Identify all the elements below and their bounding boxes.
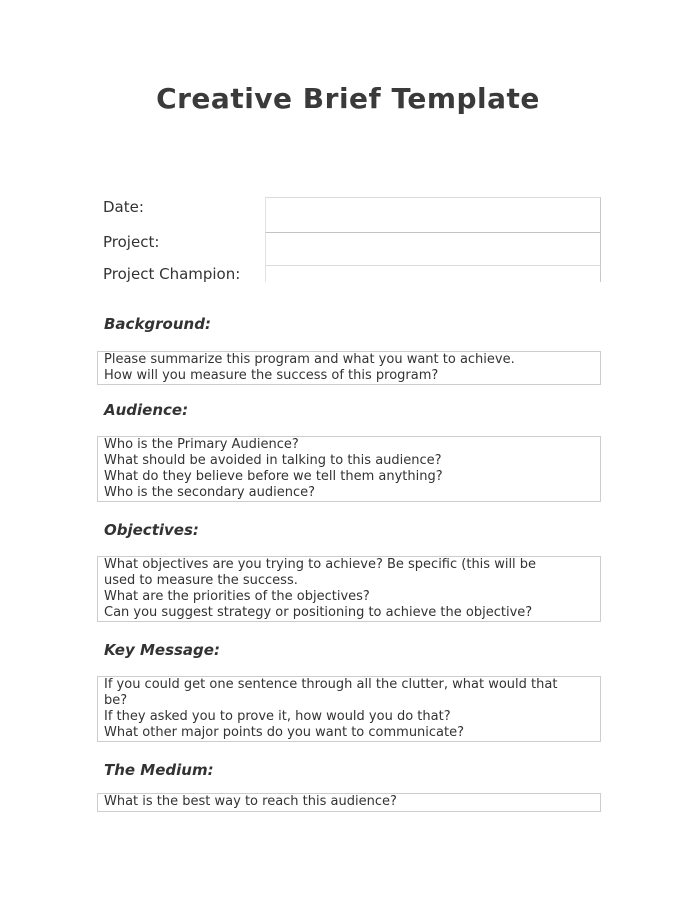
prompt-text: If you could get one sentence through all the clutter, what would that <box>104 677 558 692</box>
prompt-text: What are the priorities of the objectives? <box>104 589 370 604</box>
project-champion-label: Project Champion: <box>103 265 241 283</box>
prompt-text: be? <box>104 693 128 708</box>
page-title: Creative Brief Template <box>156 82 540 115</box>
date-input-field[interactable] <box>265 197 601 232</box>
key-message-heading: Key Message: <box>104 641 220 659</box>
the-medium-input-box[interactable] <box>97 793 601 812</box>
key-message-input-box[interactable] <box>97 676 601 742</box>
audience-heading: Audience: <box>104 401 189 419</box>
prompt-text: Who is the secondary audience? <box>104 485 316 500</box>
project-input-field[interactable] <box>265 232 601 265</box>
project-champion-input-field[interactable] <box>265 265 601 282</box>
the-medium-heading: The Medium: <box>104 761 214 779</box>
background-heading: Background: <box>104 315 211 333</box>
header-fields-table <box>265 197 601 282</box>
objectives-input-box[interactable] <box>97 556 601 622</box>
prompt-text: What do they believe before we tell them anything? <box>104 469 443 484</box>
date-label: Date: <box>103 198 144 216</box>
prompt-text: What is the best way to reach this audience? <box>104 794 397 809</box>
prompt-text: What should be avoided in talking to this audience? <box>104 453 442 468</box>
prompt-text: If they asked you to prove it, how would you do that? <box>104 709 451 724</box>
prompt-text: Who is the Primary Audience? <box>104 437 299 452</box>
prompt-text: used to measure the success. <box>104 573 298 588</box>
prompt-text: How will you measure the success of this program? <box>104 368 439 383</box>
background-input-box[interactable] <box>97 351 601 385</box>
prompt-text: What objectives are you trying to achieve? Be specific (this will be <box>104 557 537 572</box>
project-label: Project: <box>103 233 160 251</box>
objectives-heading: Objectives: <box>104 521 199 539</box>
prompt-text: What other major points do you want to communicate? <box>104 725 465 740</box>
prompt-text: Can you suggest strategy or positioning to achieve the objective? <box>104 605 533 620</box>
audience-input-box[interactable] <box>97 436 601 502</box>
prompt-text: Please summarize this program and what you want to achieve. <box>104 352 515 367</box>
